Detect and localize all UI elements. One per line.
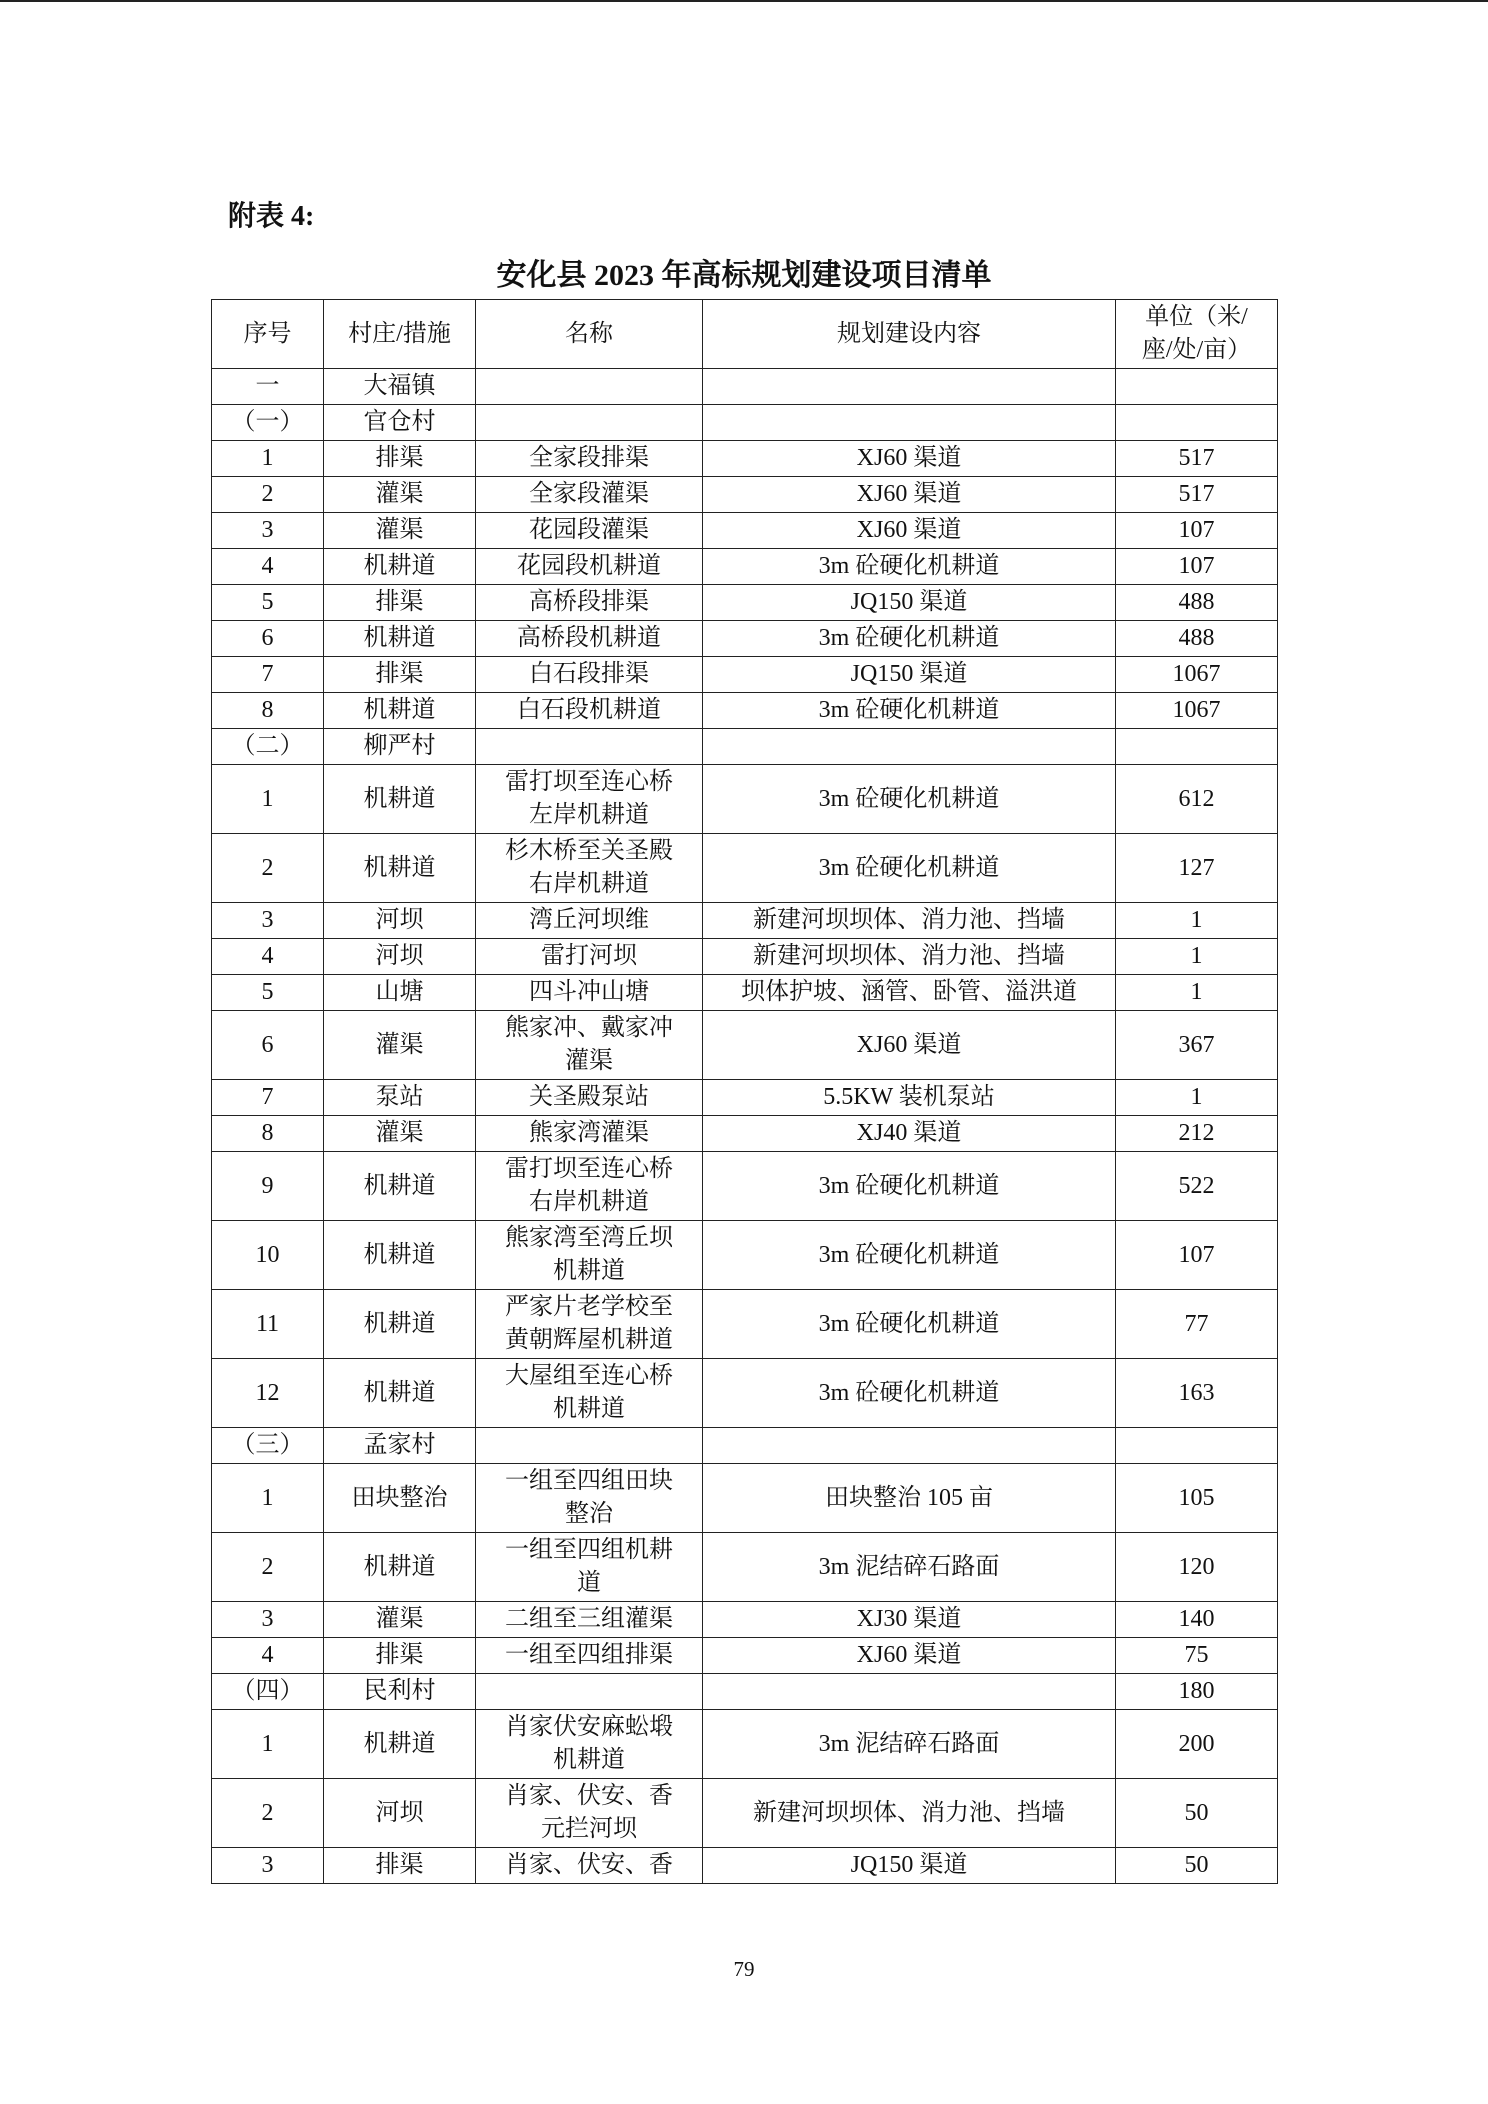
- cell-index: 9: [212, 1152, 324, 1221]
- cell-village: 机耕道: [324, 834, 476, 903]
- cell-village: 灌渠: [324, 1011, 476, 1080]
- cell-village: 山塘: [324, 975, 476, 1011]
- header-name: 名称: [476, 300, 703, 369]
- cell-index: 3: [212, 903, 324, 939]
- cell-quantity: [1116, 1428, 1278, 1464]
- cell-content: 新建河坝坝体、消力池、挡墙: [703, 903, 1116, 939]
- table-row: [212, 834, 1278, 903]
- table-row: [212, 765, 1278, 834]
- cell-content: [703, 1428, 1116, 1464]
- cell-quantity: [1116, 729, 1278, 765]
- cell-index: （四）: [212, 1674, 324, 1710]
- cell-content: 5.5KW 装机泵站: [703, 1080, 1116, 1116]
- cell-content: 3m 砼硬化机耕道: [703, 1152, 1116, 1221]
- cell-name: 肖家、伏安、香: [476, 1848, 703, 1884]
- table-row: [212, 1674, 1278, 1710]
- cell-quantity: 127: [1116, 834, 1278, 903]
- cell-index: 1: [212, 441, 324, 477]
- cell-index: 4: [212, 1638, 324, 1674]
- cell-index: 5: [212, 975, 324, 1011]
- table-row: [212, 903, 1278, 939]
- table-row: [212, 1848, 1278, 1884]
- cell-content: 3m 砼硬化机耕道: [703, 1290, 1116, 1359]
- cell-village: 民利村: [324, 1674, 476, 1710]
- cell-name: 大屋组至连心桥 机耕道: [476, 1359, 703, 1428]
- page-number: 79: [733, 1957, 755, 1981]
- cell-name: 雷打坝至连心桥 右岸机耕道: [476, 1152, 703, 1221]
- cell-name: [476, 729, 703, 765]
- cell-village: 官仓村: [324, 405, 476, 441]
- cell-village: 机耕道: [324, 1359, 476, 1428]
- cell-name: [476, 369, 703, 405]
- cell-village: 排渠: [324, 657, 476, 693]
- cell-index: 12: [212, 1359, 324, 1428]
- cell-name: 四斗冲山塘: [476, 975, 703, 1011]
- cell-village: 田块整治: [324, 1464, 476, 1533]
- project-table: [211, 299, 1278, 1884]
- cell-quantity: 488: [1116, 621, 1278, 657]
- cell-content: 3m 砼硬化机耕道: [703, 621, 1116, 657]
- cell-content: JQ150 渠道: [703, 1848, 1116, 1884]
- appendix-label: 附表 4:: [228, 201, 315, 232]
- table-row: [212, 1464, 1278, 1533]
- cell-content: 3m 砼硬化机耕道: [703, 1359, 1116, 1428]
- cell-index: 4: [212, 549, 324, 585]
- cell-name: 熊家湾灌渠: [476, 1116, 703, 1152]
- table-row: [212, 1602, 1278, 1638]
- table-row: [212, 729, 1278, 765]
- table-row: [212, 1779, 1278, 1848]
- cell-name: [476, 1428, 703, 1464]
- cell-quantity: 107: [1116, 513, 1278, 549]
- table-row: [212, 657, 1278, 693]
- cell-name: 肖家、伏安、香 元拦河坝: [476, 1779, 703, 1848]
- cell-content: 田块整治 105 亩: [703, 1464, 1116, 1533]
- cell-village: 泵站: [324, 1080, 476, 1116]
- table-row: [212, 1290, 1278, 1359]
- cell-quantity: 522: [1116, 1152, 1278, 1221]
- cell-quantity: 163: [1116, 1359, 1278, 1428]
- table-row: [212, 1428, 1278, 1464]
- cell-name: 白石段机耕道: [476, 693, 703, 729]
- table-row: [212, 693, 1278, 729]
- cell-content: 新建河坝坝体、消力池、挡墙: [703, 939, 1116, 975]
- cell-quantity: 120: [1116, 1533, 1278, 1602]
- cell-index: 6: [212, 1011, 324, 1080]
- header-unit: 单位（米/ 座/处/亩）: [1116, 300, 1278, 369]
- cell-village: 机耕道: [324, 1710, 476, 1779]
- cell-index: 3: [212, 1602, 324, 1638]
- table-row: [212, 1152, 1278, 1221]
- cell-name: 高桥段机耕道: [476, 621, 703, 657]
- cell-index: 7: [212, 657, 324, 693]
- cell-content: XJ60 渠道: [703, 1011, 1116, 1080]
- cell-content: XJ60 渠道: [703, 513, 1116, 549]
- cell-quantity: 77: [1116, 1290, 1278, 1359]
- cell-index: 2: [212, 1533, 324, 1602]
- cell-name: 全家段灌渠: [476, 477, 703, 513]
- table-row: [212, 513, 1278, 549]
- cell-index: 3: [212, 1848, 324, 1884]
- table-row: [212, 1533, 1278, 1602]
- cell-village: 排渠: [324, 585, 476, 621]
- cell-name: 一组至四组机耕 道: [476, 1533, 703, 1602]
- cell-quantity: [1116, 369, 1278, 405]
- cell-village: 灌渠: [324, 513, 476, 549]
- table-row: [212, 939, 1278, 975]
- cell-village: 灌渠: [324, 1602, 476, 1638]
- cell-quantity: 140: [1116, 1602, 1278, 1638]
- cell-name: 肖家伏安麻蚣塅 机耕道: [476, 1710, 703, 1779]
- cell-index: 1: [212, 765, 324, 834]
- table-row: [212, 1221, 1278, 1290]
- cell-name: 严家片老学校至 黄朝辉屋机耕道: [476, 1290, 703, 1359]
- cell-index: 7: [212, 1080, 324, 1116]
- cell-content: JQ150 渠道: [703, 585, 1116, 621]
- cell-village: 机耕道: [324, 1290, 476, 1359]
- table-row: [212, 1710, 1278, 1779]
- table-row: [212, 1638, 1278, 1674]
- cell-name: 湾丘河坝维: [476, 903, 703, 939]
- cell-index: 5: [212, 585, 324, 621]
- cell-name: 花园段灌渠: [476, 513, 703, 549]
- cell-village: 机耕道: [324, 1221, 476, 1290]
- cell-content: 3m 砼硬化机耕道: [703, 1221, 1116, 1290]
- cell-index: 11: [212, 1290, 324, 1359]
- cell-content: XJ60 渠道: [703, 441, 1116, 477]
- cell-quantity: 75: [1116, 1638, 1278, 1674]
- cell-quantity: 1067: [1116, 693, 1278, 729]
- cell-quantity: 50: [1116, 1848, 1278, 1884]
- cell-village: 机耕道: [324, 1533, 476, 1602]
- cell-name: 熊家湾至湾丘坝 机耕道: [476, 1221, 703, 1290]
- cell-index: （一）: [212, 405, 324, 441]
- cell-name: [476, 405, 703, 441]
- cell-name: 熊家冲、戴家冲 灌渠: [476, 1011, 703, 1080]
- cell-name: 二组至三组灌渠: [476, 1602, 703, 1638]
- cell-name: 花园段机耕道: [476, 549, 703, 585]
- cell-index: 2: [212, 834, 324, 903]
- table-row: [212, 621, 1278, 657]
- cell-index: （三）: [212, 1428, 324, 1464]
- cell-name: 白石段排渠: [476, 657, 703, 693]
- cell-quantity: 367: [1116, 1011, 1278, 1080]
- cell-village: 河坝: [324, 903, 476, 939]
- cell-village: 机耕道: [324, 1152, 476, 1221]
- cell-content: 3m 泥结碎石路面: [703, 1710, 1116, 1779]
- cell-name: 高桥段排渠: [476, 585, 703, 621]
- cell-village: 排渠: [324, 1638, 476, 1674]
- table-row: [212, 405, 1278, 441]
- cell-index: 8: [212, 1116, 324, 1152]
- cell-index: 1: [212, 1710, 324, 1779]
- cell-name: 一组至四组排渠: [476, 1638, 703, 1674]
- cell-quantity: 105: [1116, 1464, 1278, 1533]
- cell-village: 机耕道: [324, 549, 476, 585]
- cell-name: 杉木桥至关圣殿 右岸机耕道: [476, 834, 703, 903]
- cell-index: 10: [212, 1221, 324, 1290]
- cell-content: 3m 砼硬化机耕道: [703, 765, 1116, 834]
- cell-quantity: 517: [1116, 477, 1278, 513]
- cell-village: 排渠: [324, 441, 476, 477]
- cell-content: XJ30 渠道: [703, 1602, 1116, 1638]
- cell-name: 全家段排渠: [476, 441, 703, 477]
- table-row: [212, 975, 1278, 1011]
- cell-content: 3m 砼硬化机耕道: [703, 549, 1116, 585]
- cell-village: 机耕道: [324, 621, 476, 657]
- cell-content: 3m 砼硬化机耕道: [703, 693, 1116, 729]
- table-row: [212, 1359, 1278, 1428]
- cell-village: 柳严村: [324, 729, 476, 765]
- cell-index: 8: [212, 693, 324, 729]
- cell-village: 灌渠: [324, 1116, 476, 1152]
- cell-content: XJ40 渠道: [703, 1116, 1116, 1152]
- cell-content: JQ150 渠道: [703, 657, 1116, 693]
- cell-name: 关圣殿泵站: [476, 1080, 703, 1116]
- cell-quantity: 1: [1116, 939, 1278, 975]
- cell-content: XJ60 渠道: [703, 1638, 1116, 1674]
- table-row: [212, 1011, 1278, 1080]
- cell-village: 灌渠: [324, 477, 476, 513]
- table-row: [212, 585, 1278, 621]
- table-row: [212, 477, 1278, 513]
- table-row: [212, 1080, 1278, 1116]
- cell-quantity: 612: [1116, 765, 1278, 834]
- cell-index: 2: [212, 477, 324, 513]
- cell-quantity: 212: [1116, 1116, 1278, 1152]
- cell-content: [703, 405, 1116, 441]
- cell-name: 雷打河坝: [476, 939, 703, 975]
- cell-quantity: 1: [1116, 1080, 1278, 1116]
- cell-quantity: 107: [1116, 549, 1278, 585]
- cell-quantity: 107: [1116, 1221, 1278, 1290]
- document-title: 安化县 2023 年高标规划建设项目清单: [496, 259, 992, 292]
- cell-index: 6: [212, 621, 324, 657]
- cell-index: 4: [212, 939, 324, 975]
- cell-village: 大福镇: [324, 369, 476, 405]
- cell-quantity: 1067: [1116, 657, 1278, 693]
- cell-village: 河坝: [324, 939, 476, 975]
- cell-quantity: 200: [1116, 1710, 1278, 1779]
- cell-quantity: 50: [1116, 1779, 1278, 1848]
- cell-index: 2: [212, 1779, 324, 1848]
- cell-name: [476, 1674, 703, 1710]
- cell-name: 一组至四组田块 整治: [476, 1464, 703, 1533]
- header-index: 序号: [212, 300, 324, 369]
- cell-content: 3m 泥结碎石路面: [703, 1533, 1116, 1602]
- table-row: [212, 549, 1278, 585]
- cell-village: 河坝: [324, 1779, 476, 1848]
- cell-content: XJ60 渠道: [703, 477, 1116, 513]
- cell-quantity: 1: [1116, 903, 1278, 939]
- cell-quantity: [1116, 405, 1278, 441]
- cell-index: （二）: [212, 729, 324, 765]
- cell-index: 3: [212, 513, 324, 549]
- cell-content: 3m 砼硬化机耕道: [703, 834, 1116, 903]
- cell-index: 一: [212, 369, 324, 405]
- cell-quantity: 1: [1116, 975, 1278, 1011]
- cell-content: [703, 729, 1116, 765]
- cell-content: [703, 369, 1116, 405]
- table-row: [212, 369, 1278, 405]
- cell-village: 孟家村: [324, 1428, 476, 1464]
- cell-village: 机耕道: [324, 765, 476, 834]
- header-content: 规划建设内容: [703, 300, 1116, 369]
- table-row: [212, 441, 1278, 477]
- table-row: [212, 1116, 1278, 1152]
- cell-quantity: 488: [1116, 585, 1278, 621]
- cell-quantity: 517: [1116, 441, 1278, 477]
- cell-content: 新建河坝坝体、消力池、挡墙: [703, 1779, 1116, 1848]
- cell-name: 雷打坝至连心桥 左岸机耕道: [476, 765, 703, 834]
- table-header-row: [212, 300, 1278, 369]
- header-village: 村庄/措施: [324, 300, 476, 369]
- cell-quantity: 180: [1116, 1674, 1278, 1710]
- cell-index: 1: [212, 1464, 324, 1533]
- table-body: [212, 369, 1278, 1884]
- cell-content: 坝体护坡、涵管、卧管、溢洪道: [703, 975, 1116, 1011]
- cell-village: 排渠: [324, 1848, 476, 1884]
- cell-content: [703, 1674, 1116, 1710]
- cell-village: 机耕道: [324, 693, 476, 729]
